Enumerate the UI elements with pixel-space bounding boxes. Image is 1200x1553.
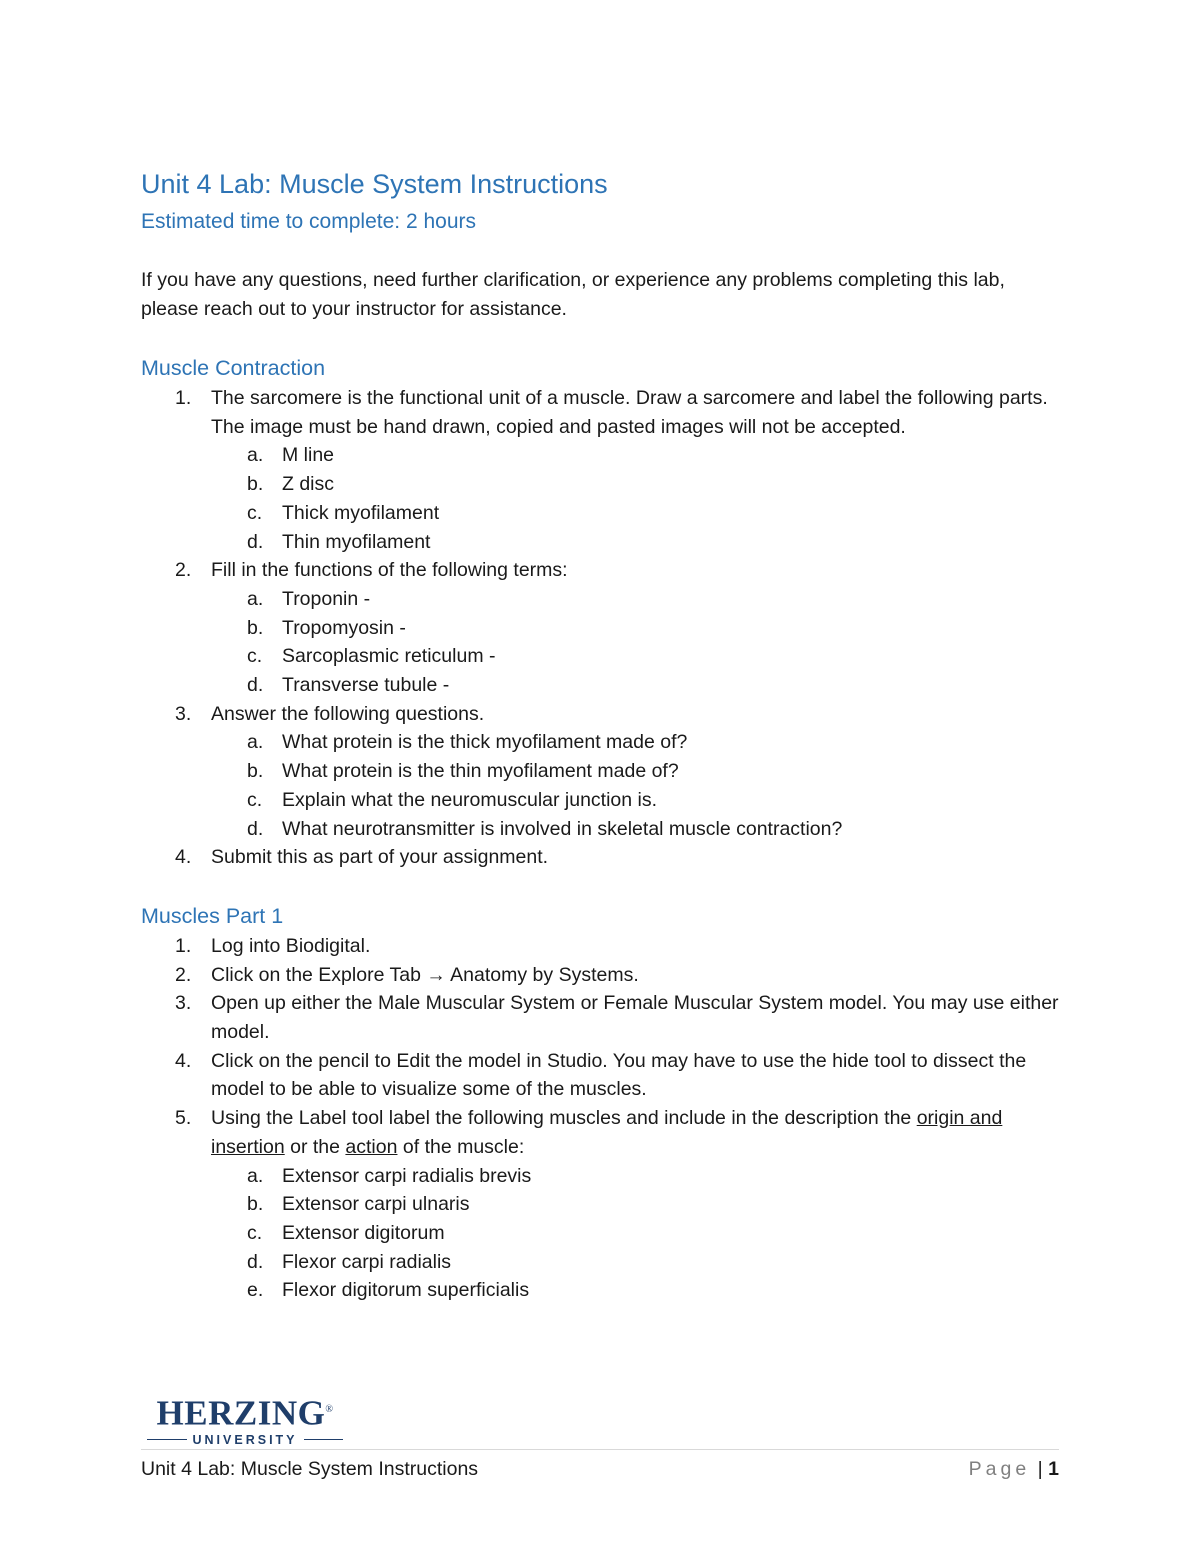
sub-list-letter: e. (247, 1279, 264, 1302)
list-number: 3. (175, 702, 192, 725)
underlined-action: action (345, 1135, 398, 1158)
list-number: 2. (175, 963, 192, 986)
section-heading-muscles-part-1: Muscles Part 1 (141, 903, 284, 928)
text-run: of the muscle: (397, 1135, 525, 1158)
list-item (141, 843, 1061, 872)
sub-list (211, 441, 1061, 556)
list-number: 2. (175, 559, 192, 582)
sub-list-letter: a. (247, 1164, 264, 1187)
sub-list-item (211, 671, 1061, 700)
sub-list-item (211, 757, 1061, 786)
list-item-text: Fill in the functions of the following terms: (211, 559, 568, 582)
sub-list-item (211, 786, 1061, 815)
sub-list-item (211, 1219, 1061, 1248)
sub-list-item (211, 441, 1061, 470)
list-number: 1. (175, 934, 192, 957)
sub-list (211, 585, 1061, 700)
intro-paragraph: If you have any questions, need further clarification, or experience any problems completing this lab, please reach out to your instructor for assistance. (141, 269, 1005, 320)
logo-university-row (147, 1433, 343, 1447)
text-run: Using the Label tool label the following muscles and include in the description the (211, 1107, 917, 1130)
logo-name-text: HERZING (156, 1393, 326, 1433)
sub-list-text: Tropomyosin - (282, 616, 406, 639)
sub-list-letter: c. (247, 1221, 263, 1244)
list-item (141, 1104, 1061, 1305)
sub-list-item (211, 642, 1061, 671)
sub-list-text: Z disc (282, 473, 335, 496)
sub-list-text: Sarcoplasmic reticulum - (282, 645, 496, 668)
sub-list (211, 728, 1061, 843)
list-item (141, 989, 1061, 1046)
list-number: 5. (175, 1107, 192, 1130)
page-title: Unit 4 Lab: Muscle System Instructions (141, 169, 608, 199)
sub-list-letter: c. (247, 645, 263, 668)
page-label: Page (968, 1458, 1031, 1480)
page-separator: | (1037, 1458, 1043, 1480)
sub-list-text: Extensor digitorum (282, 1221, 445, 1244)
sub-list-letter: b. (247, 616, 264, 639)
sub-list-item (211, 1190, 1061, 1219)
logo-rule-left (147, 1439, 187, 1440)
sub-list-item (211, 470, 1061, 499)
section-heading-muscle-contraction: Muscle Contraction (141, 356, 326, 380)
list-number: 1. (175, 387, 192, 409)
sub-list-item (211, 614, 1061, 643)
footer-divider (141, 1449, 1059, 1450)
list-item-text: Click on the Explore Tab → Anatomy by Systems. (211, 963, 639, 986)
herzing-university-logo (147, 1391, 343, 1447)
footer-page-number (969, 1456, 1059, 1482)
sub-list-letter: d. (247, 1250, 264, 1273)
sub-list-letter: a. (247, 731, 264, 754)
logo-rule-right (304, 1439, 344, 1440)
list-item (141, 961, 1061, 990)
sub-list (211, 1162, 1061, 1306)
sub-list-item (211, 585, 1061, 614)
sub-list-text: What neurotransmitter is involved in skeletal muscle contraction? (282, 817, 843, 840)
sub-list-text: What protein is the thin myofilament made of? (282, 760, 679, 783)
sub-list-letter: d. (247, 530, 264, 553)
sub-list-text: M line (282, 444, 335, 467)
page-number: 1 (1048, 1458, 1059, 1480)
sub-list-letter: a. (247, 587, 264, 610)
sub-list-text: What protein is the thick myofilament made of? (282, 731, 688, 754)
muscles-part-1-list (141, 932, 1061, 1305)
list-item (141, 700, 1061, 844)
sub-list-text: Flexor carpi radialis (282, 1250, 452, 1273)
list-item (141, 384, 1061, 556)
sub-list-letter: d. (247, 817, 264, 840)
list-item-text: Open up either the Male Muscular System or Female Muscular System model. You may use either model. (211, 992, 1059, 1044)
sub-list-letter: b. (247, 473, 264, 496)
page-content (141, 166, 1061, 1305)
list-item-text: Click on the pencil to Edit the model in Studio. You may have to use the hide tool to dissect the model to be able to visualize some of the muscles. (211, 1049, 1027, 1101)
page-subtitle: Estimated time to complete: 2 hours (141, 210, 476, 233)
sub-list-letter: c. (247, 788, 263, 811)
list-item-text: The sarcomere is the functional unit of a muscle. Draw a sarcomere and label the following parts. The image must be hand drawn, copied and pasted images will not be accepted. (211, 387, 1048, 438)
list-item (141, 932, 1061, 961)
sub-list-text: Troponin - (282, 587, 371, 610)
sub-list-text: Extensor carpi radialis brevis (282, 1164, 532, 1187)
sub-list-item (211, 1248, 1061, 1277)
sub-list-letter: b. (247, 1193, 264, 1216)
sub-list-item (211, 1276, 1061, 1305)
sub-list-letter: d. (247, 674, 264, 697)
sub-list-item (211, 499, 1061, 528)
sub-list-text: Thick myofilament (282, 501, 440, 524)
text-run: or the (284, 1135, 346, 1158)
list-item-text: Submit this as part of your assignment. (211, 846, 549, 869)
sub-list-text: Thin myofilament (282, 530, 431, 553)
list-number: 3. (175, 992, 192, 1015)
sub-list-item (211, 1162, 1061, 1191)
sub-list-letter: a. (247, 444, 264, 467)
sub-list-item (211, 528, 1061, 557)
list-item-text: Log into Biodigital. (211, 934, 371, 957)
list-item-text (211, 1107, 1002, 1158)
sub-list-text: Flexor digitorum superficialis (282, 1279, 530, 1302)
sub-list-text: Explain what the neuromuscular junction is. (282, 788, 658, 811)
underlined-origin-insertion: origin and insertion (211, 1107, 1003, 1158)
muscle-contraction-list (141, 384, 1061, 872)
list-item (141, 1047, 1061, 1104)
list-item-text: Answer the following questions. (211, 702, 485, 725)
sub-list-item (211, 728, 1061, 757)
sub-list-item (211, 815, 1061, 844)
footer-title: Unit 4 Lab: Muscle System Instructions (141, 1458, 479, 1480)
sub-list-text: Transverse tubule - (282, 674, 450, 697)
sub-list-letter: b. (247, 760, 264, 783)
logo-wordmark (147, 1391, 343, 1433)
list-number: 4. (175, 1049, 192, 1072)
sub-list-letter: c. (247, 501, 263, 524)
list-item (141, 556, 1061, 700)
registered-mark: ® (325, 1404, 334, 1415)
sub-list-text: Extensor carpi ulnaris (282, 1193, 470, 1216)
list-number: 4. (175, 846, 192, 869)
logo-subtext: UNIVERSITY (192, 1432, 298, 1447)
